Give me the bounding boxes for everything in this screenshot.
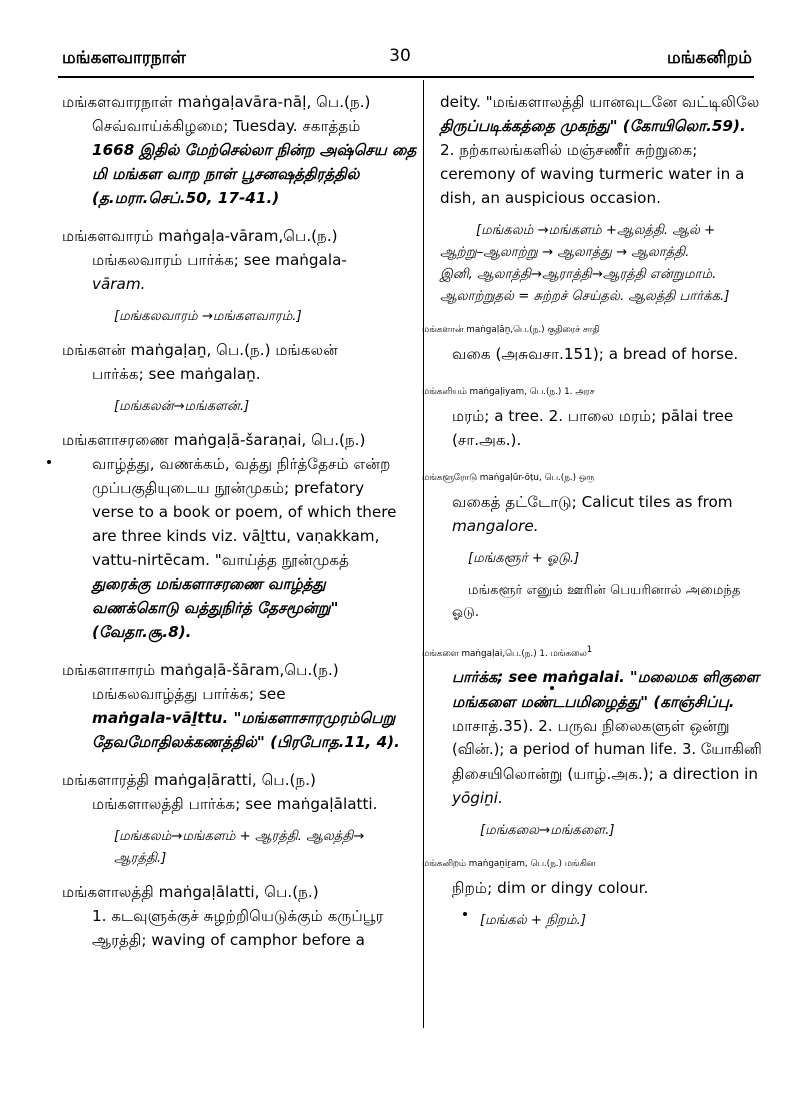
definition-line: வகை (அசுவசா.151); a bread of horse.	[452, 345, 739, 363]
citation-line: maṅgala-vāḻttu. "மங்களாசாரமுரம்பெறு	[92, 709, 396, 727]
definition-line: yōgiṉi.	[452, 788, 503, 807]
citation-line: திருப்படிக்கத்தை முகந்து" (கோயிலொ.59).	[440, 117, 746, 135]
citation-line: (வேதா.சூ.8).	[92, 623, 192, 641]
headword-line: மங்களாசாரம் maṅgaḷā-šāram,பெ.(ந.)	[62, 661, 339, 679]
headword-line: மங்களவாரநாள் maṅgaḷavāra-nāḷ, பெ.(ந.)	[62, 93, 371, 111]
etymology-line: [மங்கலம்→மங்களம் + ஆரத்தி. ஆலத்தி→	[114, 829, 365, 844]
entry-mangalurodu	[422, 466, 758, 624]
headword-line: மங்களூரோடு maṅgaḷūr-ōṭu, பெ.(ந.) ஒரு	[422, 473, 595, 483]
definition-line: are three kinds viz. vāḻttu, vaṇakkam,	[92, 527, 380, 545]
etymology-line: [மங்கலை→மங்களை.]	[480, 822, 615, 838]
citation-line: மங்களை மண்டபமிழைத்து" (காஞ்சிப்பு.	[452, 692, 735, 711]
definition-line: (சா.அக.).	[452, 431, 522, 449]
definition-line: ஆரத்தி; waving of camphor before a	[92, 931, 365, 949]
headword-line: மங்கனிறம் maṅgaṉiṟam, பெ.(ந.) மங்கின	[422, 858, 596, 869]
running-head-left: மங்களவாரநாள்	[62, 48, 186, 68]
definition-line: மங்களாலத்தி பார்க்க; see maṅgaḷālatti.	[92, 795, 378, 813]
definition-line: மங்கலவாரம் பார்க்க; see maṅgala-	[92, 251, 347, 269]
etymology-line: [மங்கலம் →மங்களம் +ஆலத்தி. ஆல் +	[476, 223, 716, 238]
entry-mangaliyam	[422, 380, 758, 452]
citation-line: பார்க்க; see maṅgalai. "மலைமக ளிகுளை	[452, 668, 760, 686]
etymology-line: ஆலாற்றுதல் = சுற்றச் செய்தல். ஆலத்தி பார்க்க.]	[440, 289, 730, 304]
etymology-line: ஆரத்தி.]	[114, 851, 167, 866]
etymology-line: [மங்கல் + நிறம்.]	[480, 912, 586, 928]
headword-line: மங்களாசரணை maṅgaḷā-šaraṇai, பெ.(ந.)	[62, 431, 366, 449]
definition-line: முப்பகுதியுடைய நூன்முகம்; prefatory	[92, 479, 365, 497]
headword-line: மங்களாலத்தி maṅgaḷālatti, பெ.(ந.)	[62, 883, 319, 901]
definition-line: மங்கலவாழ்த்து பார்க்க; see	[92, 685, 286, 703]
definition-line: vāram.	[92, 275, 146, 293]
etymology-line: இனி, ஆலாத்தி→ஆராத்தி→ஆரத்தி என்றுமாம்.	[440, 267, 717, 282]
header-rule	[58, 76, 754, 78]
citation-line: துரைக்கு மங்களாசரணை வாழ்த்து	[92, 575, 326, 593]
definition-line: வாழ்த்து, வணக்கம், வத்து நிர்த்தேசம் என்ற	[92, 455, 391, 473]
stray-mark	[47, 460, 51, 464]
definition-line: vattu-nirtēcam. "வாய்த்த நூன்முகத்	[92, 551, 350, 569]
entry-manganiram	[422, 852, 758, 932]
left-column	[62, 90, 417, 952]
definition-line: செவ்வாய்க்கிழமை; Tuesday. சகாத்தம்	[92, 117, 361, 135]
definition-line: (வின்.); a period of human life. 3. யோகினி	[452, 740, 762, 758]
entry-mangalalatti	[62, 880, 412, 952]
superscript-marker: 1	[586, 645, 593, 655]
definition-line: பார்க்க; see maṅgalaṉ.	[92, 365, 261, 383]
entry-mangalasaram	[62, 658, 412, 754]
citation-line: தேவமோதிலக்கணத்தில்" (பிரபோத.11, 4).	[92, 733, 400, 751]
headword-line: மங்களாரத்தி maṅgaḷāratti, பெ.(ந.)	[62, 771, 316, 789]
note-line: மங்களூர் எனும் ஊரின் பெயரினால் அமைந்த	[468, 583, 741, 598]
entry-mangalasaranai	[62, 428, 412, 644]
etymology-line: [மங்கலன்→மங்களன்.]	[114, 399, 250, 414]
note-line: ஓடு.	[452, 605, 480, 620]
citation-line: 1668 இதில் மேற்செல்லா நின்ற அஷ்செய தை	[92, 141, 417, 159]
definition-line: dish, an auspicious occasion.	[440, 189, 661, 207]
headword-line: மங்களியம் maṅgaḷiyam, பெ.(ந.) 1. அரச	[422, 387, 595, 397]
definition-line: திசையிலொன்று (யாழ்.அக.); a direction in	[452, 764, 759, 783]
citation-line: deity. "மங்களாலத்தி யானவுடனே வட்டிலிலே	[440, 93, 760, 111]
entry-mangalaratti	[62, 768, 412, 870]
definition-line: வகைத் தட்டோடு; Calicut tiles as from	[452, 493, 733, 511]
entry-mangalavaram	[62, 224, 412, 328]
definition-line: நிறம்; dim or dingy colour.	[452, 878, 649, 897]
definition-line: mangalore.	[452, 517, 539, 535]
citation-line: வணக்கொடு வத்துநிர்த் தேசமூன்று"	[92, 599, 339, 617]
citation-line: மி மங்கள வாற நாள் பூசனஷத்திரத்தில்	[92, 165, 360, 183]
entry-mangalan-horse	[422, 318, 758, 366]
headword-line: மங்களவாரம் maṅgaḷa-vāram,பெ.(ந.)	[62, 227, 338, 245]
headword-line: மங்களான் maṅgaḷāṉ,பெ.(ந.) குதிரைச் சாதி	[422, 325, 600, 335]
entry-mangalan	[62, 338, 412, 418]
entry-mangalalatti-continued	[440, 90, 758, 308]
right-column	[422, 90, 762, 932]
etymology-line: [மங்கலவாரம் →மங்களவாரம்.]	[114, 309, 302, 324]
running-head-right: மங்கனிறம்	[666, 48, 752, 68]
etymology-line: [மங்களூர் + ஓடு.]	[468, 551, 580, 566]
etymology-line: ஆற்று–ஆலாற்று → ஆலாத்து → ஆலாத்தி.	[440, 245, 690, 260]
definition-line: 1. கடவுளுக்குச் சுழற்றியெடுக்கும் கருப்பூர	[92, 907, 384, 925]
entry-mangalai	[422, 638, 762, 842]
column-divider	[423, 80, 424, 1028]
definition-line: verse to a book or poem, of which there	[92, 503, 397, 521]
definition-line: 2. நற்காலங்களில் மஞ்சணீர் சுற்றுகை;	[440, 141, 698, 159]
page-number: 30	[389, 46, 411, 66]
definition-line: ceremony of waving turmeric water in a	[440, 165, 745, 183]
definition-line: மரம்; a tree. 2. பாலை மரம்; pālai tree	[452, 407, 734, 425]
headword-line: மங்களன் maṅgaḷaṉ, பெ.(ந.) மங்கலன்	[62, 341, 338, 359]
entry-mangalavaranal	[62, 90, 417, 210]
citation-line: (த.மரா.செப்.50, 17-41.)	[92, 189, 280, 207]
headword-line: மங்களை maṅgaḷai,பெ.(ந.) 1. மங்கலை$^1$	[422, 645, 593, 659]
definition-line: மாசாத்.35). 2. பருவ நிலைகளுள் ஒன்று	[452, 716, 730, 735]
